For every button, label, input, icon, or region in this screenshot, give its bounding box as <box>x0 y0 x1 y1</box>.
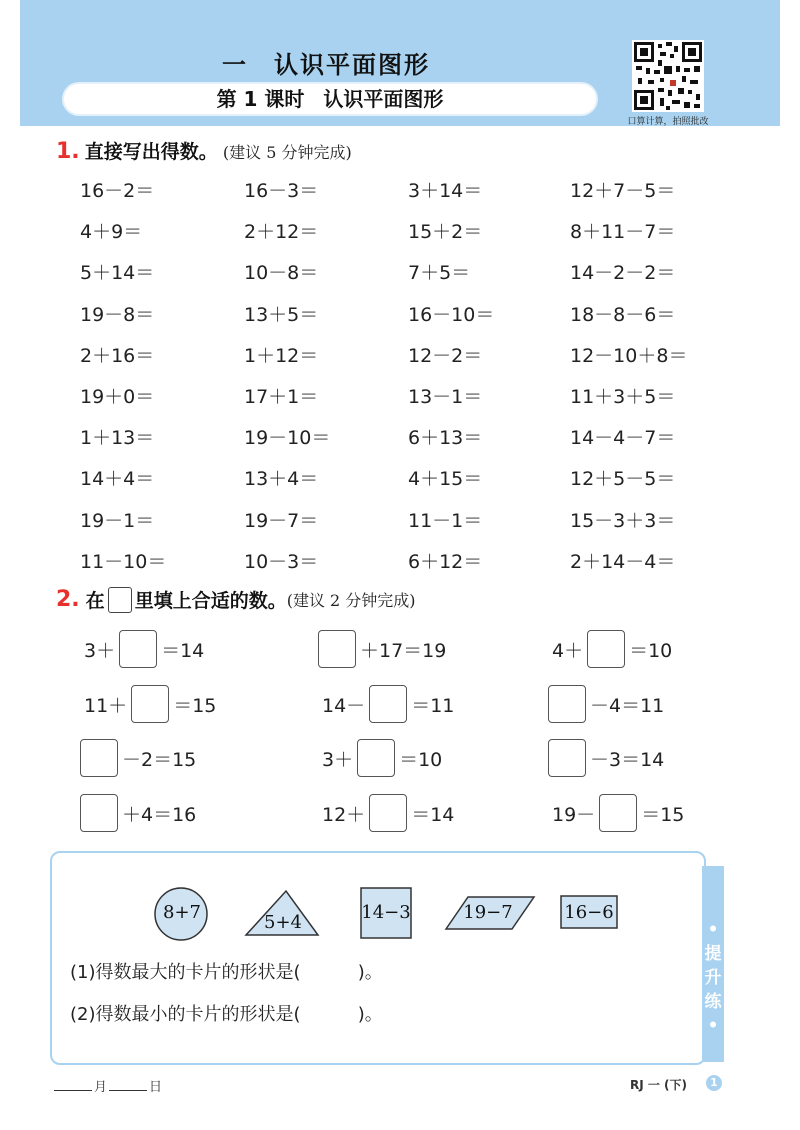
date-field[interactable] <box>52 1076 162 1095</box>
calc-problem[interactable]: 16－2＝ <box>80 180 155 202</box>
answer-blank[interactable] <box>119 630 157 668</box>
section2-hint: (建议 2 分钟完成) <box>286 591 416 610</box>
lesson-name: 认识平面图形 <box>323 87 444 111</box>
calc-problem[interactable]: 19－1＝ <box>80 510 155 532</box>
fill-blank-problem <box>548 739 668 777</box>
calc-problem[interactable]: 6＋13＝ <box>408 427 483 449</box>
day-label: 日 <box>149 1080 163 1095</box>
fill-blank-problem <box>318 685 458 723</box>
expr-after: ＋4＝16 <box>122 803 197 826</box>
calc-problem[interactable]: 2＋16＝ <box>80 345 155 367</box>
calc-problem[interactable]: 14－4－7＝ <box>570 427 676 449</box>
fill-blank-problem <box>548 685 668 723</box>
calc-problem[interactable]: 11－1＝ <box>408 510 483 532</box>
calc-problem[interactable]: 19－10＝ <box>244 427 331 449</box>
calc-problem[interactable]: 12－10＋8＝ <box>570 345 688 367</box>
day-blank[interactable] <box>109 1090 147 1091</box>
calc-problem[interactable]: 2＋12＝ <box>244 221 319 243</box>
calc-problem[interactable]: 19－7＝ <box>244 510 319 532</box>
calc-problem[interactable]: 12＋7－5＝ <box>570 180 676 202</box>
side-char: 提 <box>704 944 722 964</box>
fill-blank-problem <box>548 794 688 832</box>
lesson-title <box>64 84 596 114</box>
calc-problem[interactable]: 13－1＝ <box>408 386 483 408</box>
calc-problem[interactable]: 7＋5＝ <box>408 262 471 284</box>
calc-problem[interactable]: 15－3＋3＝ <box>570 510 676 532</box>
answer-blank[interactable] <box>369 685 407 723</box>
expr-after: ＝10 <box>629 639 673 662</box>
calc-problem[interactable]: 3＋14＝ <box>408 180 483 202</box>
side-dot: • <box>707 920 719 940</box>
expr-before: 11＋ <box>84 694 128 717</box>
calc-problem[interactable]: 13＋4＝ <box>244 468 319 490</box>
expr-before: 19－ <box>552 803 596 826</box>
expr-after: ＝15 <box>641 803 685 826</box>
calc-problem[interactable]: 11＋3＋5＝ <box>570 386 676 408</box>
section2-title-b: 里填上合适的数。 <box>134 590 287 612</box>
calc-problem[interactable]: 10－8＝ <box>244 262 319 284</box>
calc-problem[interactable]: 2＋14－4＝ <box>570 551 676 573</box>
answer-blank[interactable] <box>369 794 407 832</box>
chapter-title: 认识平面图形 <box>274 51 430 79</box>
expr-before: 4＋ <box>552 639 584 662</box>
fill-blank-problem <box>318 794 458 832</box>
section1-heading <box>56 137 352 164</box>
triangle-card-label: 5+4 <box>264 912 302 933</box>
calc-problem[interactable]: 19－8＝ <box>80 304 155 326</box>
fill-blank-problem <box>80 630 208 668</box>
calc-problem[interactable]: 12－2＝ <box>408 345 483 367</box>
circle-card-label: 8+7 <box>163 902 201 923</box>
fill-blank-problem <box>318 630 450 668</box>
fill-blank-problem <box>80 739 200 777</box>
calc-problem[interactable]: 1＋12＝ <box>244 345 319 367</box>
calc-problem[interactable]: 13＋5＝ <box>244 304 319 326</box>
section2-heading <box>56 586 416 613</box>
calc-problem[interactable]: 16－10＝ <box>408 304 495 326</box>
expr-before: 14－ <box>322 694 366 717</box>
calc-problem[interactable]: 10－3＝ <box>244 551 319 573</box>
side-char: 升 <box>704 968 722 988</box>
answer-blank[interactable] <box>357 739 395 777</box>
section1-hint: (建议 5 分钟完成) <box>222 143 352 162</box>
qr-caption: 口算计算，拍照批改 <box>627 117 709 127</box>
expr-after: ＝14 <box>161 639 205 662</box>
expr-before: 12＋ <box>322 803 366 826</box>
practice-side-label <box>702 918 724 1038</box>
fill-blank-problem <box>318 739 446 777</box>
calc-problem[interactable]: 19＋0＝ <box>80 386 155 408</box>
chapter-number: 一 <box>222 51 246 79</box>
expr-before: 3＋ <box>322 748 354 771</box>
calc-problem[interactable]: 15＋2＝ <box>408 221 483 243</box>
expr-after: ＝14 <box>411 803 455 826</box>
expr-after: －2＝15 <box>122 748 197 771</box>
expr-after: ＝10 <box>399 748 443 771</box>
answer-blank[interactable] <box>587 630 625 668</box>
section1-number: 1. <box>56 139 80 164</box>
calc-problem[interactable]: 5＋14＝ <box>80 262 155 284</box>
calc-problem[interactable]: 1＋13＝ <box>80 427 155 449</box>
answer-blank[interactable] <box>548 739 586 777</box>
expr-after: －4＝11 <box>590 694 665 717</box>
calc-problem[interactable]: 11－10＝ <box>80 551 167 573</box>
parallelogram-card-label: 19−7 <box>463 902 513 923</box>
calc-problem[interactable]: 16－3＝ <box>244 180 319 202</box>
side-dot: • <box>707 1016 719 1036</box>
calc-problem[interactable]: 8＋11－7＝ <box>570 221 676 243</box>
section2-number: 2. <box>56 587 80 612</box>
expr-after: ＋17＝19 <box>360 639 447 662</box>
fill-blank-problem <box>80 685 220 723</box>
answer-blank[interactable] <box>80 794 118 832</box>
page-number: 1 <box>706 1075 722 1091</box>
lesson-prefix: 第 1 课时 <box>216 87 305 111</box>
edition-code: RJ 一 (下) <box>630 1078 688 1092</box>
answer-blank[interactable] <box>131 685 169 723</box>
calc-problem[interactable]: 17＋1＝ <box>244 386 319 408</box>
calc-problem[interactable]: 18－8－6＝ <box>570 304 676 326</box>
calc-problem[interactable]: 12＋5－5＝ <box>570 468 676 490</box>
calc-problem[interactable]: 14＋4＝ <box>80 468 155 490</box>
calc-problem[interactable]: 4＋9＝ <box>80 221 143 243</box>
expr-before: 3＋ <box>84 639 116 662</box>
qr-code-icon[interactable] <box>632 40 704 112</box>
month-blank[interactable] <box>54 1090 92 1091</box>
question-smallest[interactable]: (2)得数最小的卡片的形状是( )。 <box>70 1004 383 1025</box>
rectangle-card-label: 16−6 <box>564 902 614 923</box>
answer-blank[interactable] <box>80 739 118 777</box>
section1-title: 直接写出得数。 <box>84 141 218 163</box>
square-card-label: 14−3 <box>361 902 411 923</box>
answer-blank[interactable] <box>318 630 356 668</box>
side-char: 练 <box>704 992 722 1012</box>
fill-blank-problem <box>548 630 676 668</box>
calc-problem[interactable]: 14－2－2＝ <box>570 262 676 284</box>
expr-after: ＝15 <box>173 694 217 717</box>
answer-blank[interactable] <box>548 685 586 723</box>
answer-blank[interactable] <box>599 794 637 832</box>
month-label: 月 <box>94 1080 108 1095</box>
expr-after: －3＝14 <box>590 748 665 771</box>
expr-after: ＝11 <box>411 694 455 717</box>
answer-box-icon <box>108 587 132 613</box>
fill-blank-problem <box>80 794 200 832</box>
calc-problem[interactable]: 6＋12＝ <box>408 551 483 573</box>
section2-title-a: 在 <box>85 590 105 612</box>
question-largest[interactable]: (1)得数最大的卡片的形状是( )。 <box>70 962 383 983</box>
calc-problem[interactable]: 4＋15＝ <box>408 468 483 490</box>
